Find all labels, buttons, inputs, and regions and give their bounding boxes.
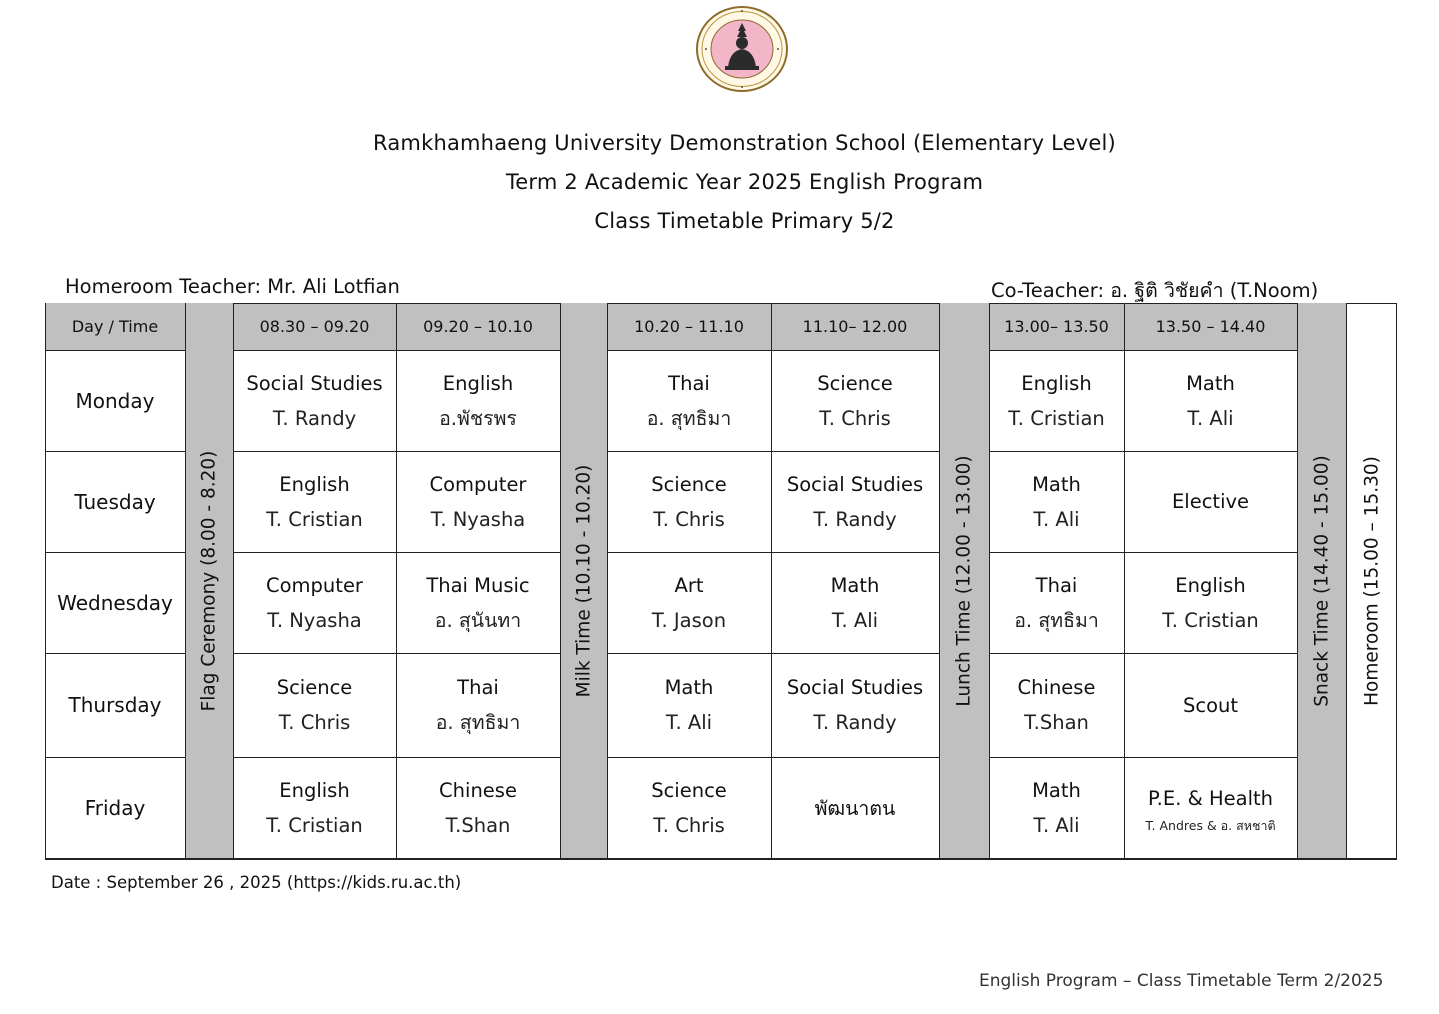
grid-line	[989, 653, 1297, 654]
teacher-name: T. Randy	[813, 507, 897, 531]
day-label: Tuesday	[74, 489, 156, 514]
timetable-cell	[396, 552, 560, 653]
timetable-cell	[771, 757, 939, 859]
grid-line	[1346, 303, 1347, 859]
grid-line	[1346, 303, 1397, 304]
teacher-name: T. Andres & อ. สหชาติ	[1145, 817, 1276, 833]
timetable-cell	[989, 350, 1124, 451]
page-footer: English Program – Class Timetable Term 2/2025	[979, 971, 1384, 991]
teacher-name: T. Ali	[665, 711, 713, 734]
term-title: Term 2 Academic Year 2025 English Program	[505, 170, 984, 194]
grid-line	[989, 350, 1297, 351]
teacher-name: T. Randy	[272, 406, 357, 430]
grid-line	[939, 303, 940, 859]
teacher-name: อ. สุทธิมา	[646, 406, 732, 430]
timetable-cell	[233, 350, 396, 451]
school-logo	[695, 5, 789, 93]
grid-line	[185, 303, 186, 859]
grid-line	[45, 858, 1397, 860]
flag-ceremony-label: Flag Ceremony (8.00 - 8.20)	[198, 450, 220, 712]
grid-line	[45, 303, 46, 859]
period-header: 11.10– 12.00	[771, 303, 939, 350]
teacher-name: T. Nyasha	[267, 608, 362, 632]
timetable-cell	[771, 350, 939, 451]
subject-name: Computer	[429, 472, 527, 496]
subject-name: Math	[1032, 472, 1081, 496]
timetable-cell	[771, 552, 939, 653]
grid-line	[1124, 303, 1125, 859]
teacher-name: อ. สุนันทา	[434, 608, 522, 632]
grid-line	[607, 552, 939, 553]
subject-name: Math	[1186, 371, 1235, 395]
grid-line	[607, 303, 608, 859]
teacher-name: T. Chris	[278, 711, 351, 734]
subject-name: Thai	[668, 371, 710, 395]
grid-line	[989, 451, 1297, 452]
grid-line	[607, 653, 939, 654]
grid-line	[607, 757, 939, 758]
grid-line	[989, 303, 990, 859]
timetable-cell	[233, 552, 396, 653]
teacher-name: T. Cristian	[266, 814, 363, 837]
timetable-cell	[607, 350, 771, 451]
subject-name: Science	[817, 371, 893, 395]
grid-line	[45, 653, 185, 654]
milk-time-bar	[560, 303, 607, 859]
subject-name: Science	[651, 779, 727, 802]
teacher-name: T. Cristian	[1162, 608, 1259, 632]
lunch-time-bar	[939, 303, 989, 859]
grid-line	[45, 757, 185, 758]
subject-name: พัฒนาตน	[814, 796, 896, 820]
timetable-cell	[1124, 757, 1297, 859]
subject-name: Thai	[1035, 573, 1078, 597]
teacher-name: T. Ali	[1033, 814, 1080, 837]
milk-time-label: Milk Time (10.10 - 10.20)	[573, 464, 594, 698]
grid-line	[607, 350, 939, 351]
teacher-name: อ. สุทธิมา	[435, 711, 521, 734]
timetable-cell	[607, 757, 771, 859]
teacher-name: T. Ali	[1033, 507, 1080, 531]
subject-name: Social Studies	[786, 472, 924, 496]
teacher-name: T. Nyasha	[430, 507, 526, 531]
subject-name: English	[1175, 573, 1246, 597]
co-teacher: Co-Teacher: อ. ฐิติ วิชัยคำ (T.Noom)	[991, 279, 1319, 302]
timetable-cell	[1124, 653, 1297, 757]
period-header: 13.00– 13.50	[989, 303, 1124, 350]
teacher-name: T. Chris	[653, 507, 725, 531]
teacher-name: T. Chris	[819, 406, 891, 430]
day-label: Friday	[84, 796, 146, 820]
timetable-cell	[233, 757, 396, 859]
school-title: Ramkhamhaeng University Demonstration School (Elementary Level)	[373, 131, 1116, 155]
subject-name: Science	[276, 676, 353, 699]
subject-name: Social Studies	[246, 371, 383, 395]
corner-header: Day / Time	[45, 303, 185, 350]
class-title: Class Timetable Primary 5/2	[594, 209, 895, 233]
snack-time-bar	[1297, 303, 1346, 859]
subject-name: Thai	[457, 676, 499, 699]
period-header: 09.20 – 10.10	[396, 303, 560, 350]
grid-line	[45, 350, 185, 351]
subject-name: Computer	[266, 573, 363, 597]
subject-name: Art	[674, 573, 704, 597]
teacher-name: T. Jason	[651, 608, 727, 632]
timetable-cell	[396, 451, 560, 552]
timetable	[45, 303, 1397, 859]
timetable-cell	[771, 451, 939, 552]
subject-name: Math	[830, 573, 880, 597]
timetable-cell	[396, 757, 560, 859]
teacher-name: อ. สุทธิมา	[1014, 608, 1099, 632]
teacher-name: อ.พัชรพร	[439, 406, 517, 430]
grid-line	[771, 303, 772, 859]
subject-name: Chinese	[439, 779, 517, 802]
teacher-name: T. Cristian	[1008, 406, 1105, 430]
timetable-cell	[233, 653, 396, 757]
subject-name: Chinese	[1017, 676, 1096, 699]
grid-line	[560, 303, 561, 859]
teacher-name: T. Chris	[653, 814, 725, 837]
teacher-name: T. Ali	[831, 608, 879, 632]
teacher-name: T.Shan	[1024, 711, 1089, 734]
subject-name: English	[279, 472, 350, 496]
timetable-cell	[1124, 552, 1297, 653]
subject-name: Thai Music	[426, 573, 530, 597]
teacher-name: T. Ali	[1187, 406, 1234, 430]
timetable-cell	[607, 653, 771, 757]
grid-line	[396, 303, 397, 859]
subject-name: Elective	[1171, 490, 1250, 513]
timetable-cell	[607, 451, 771, 552]
day-label: Thursday	[68, 693, 162, 717]
homeroom-bar	[1346, 303, 1397, 859]
date-line: Date : September 26 , 2025 (https://kids.ru.ac.th)	[51, 873, 462, 892]
subject-name: English	[279, 779, 350, 802]
period-header: 13.50 – 14.40	[1124, 303, 1297, 350]
subject-name: Science	[651, 472, 727, 496]
timetable-cell	[989, 451, 1124, 552]
snack-time-label: Snack Time (14.40 - 15.00)	[1311, 455, 1332, 707]
timetable-cell	[989, 552, 1124, 653]
grid-line	[989, 303, 1297, 304]
subject-name: Scout	[1182, 693, 1239, 717]
homeroom-label: Homeroom (15.00 – 15.30)	[1361, 456, 1382, 706]
period-header: 10.20 – 11.10	[607, 303, 771, 350]
subject-name: Math	[664, 676, 714, 699]
flag-ceremony-bar	[185, 303, 233, 859]
timetable-cell	[396, 653, 560, 757]
timetable-cell	[771, 653, 939, 757]
grid-line	[45, 552, 185, 553]
day-label: Wednesday	[57, 590, 173, 615]
timetable-cell	[1124, 350, 1297, 451]
lunch-time-label: Lunch Time (12.00 - 13.00)	[953, 455, 975, 707]
timetable-cell	[989, 653, 1124, 757]
timetable-cell	[396, 350, 560, 451]
grid-line	[989, 757, 1297, 758]
timetable-cell	[989, 757, 1124, 859]
grid-line	[607, 451, 939, 452]
timetable-cell	[233, 451, 396, 552]
teacher-name: T. Randy	[813, 711, 897, 734]
day-label: Monday	[75, 388, 155, 413]
teacher-name: T. Cristian	[266, 507, 363, 531]
homeroom-teacher: Homeroom Teacher: Mr. Ali Lotfian	[65, 275, 400, 298]
grid-line	[1396, 303, 1397, 859]
subject-name: English	[442, 371, 514, 395]
subject-name: Social Studies	[786, 676, 924, 699]
timetable-cell	[607, 552, 771, 653]
grid-line	[233, 303, 234, 859]
grid-line	[1297, 303, 1298, 859]
teacher-name: T.Shan	[445, 814, 511, 837]
subject-name: P.E. & Health	[1147, 786, 1274, 810]
grid-line	[45, 451, 185, 452]
subject-name: English	[1021, 371, 1092, 395]
grid-line	[989, 552, 1297, 553]
subject-name: Math	[1032, 779, 1081, 802]
grid-line	[607, 303, 939, 304]
timetable-cell	[1124, 451, 1297, 552]
period-header: 08.30 – 09.20	[233, 303, 396, 350]
